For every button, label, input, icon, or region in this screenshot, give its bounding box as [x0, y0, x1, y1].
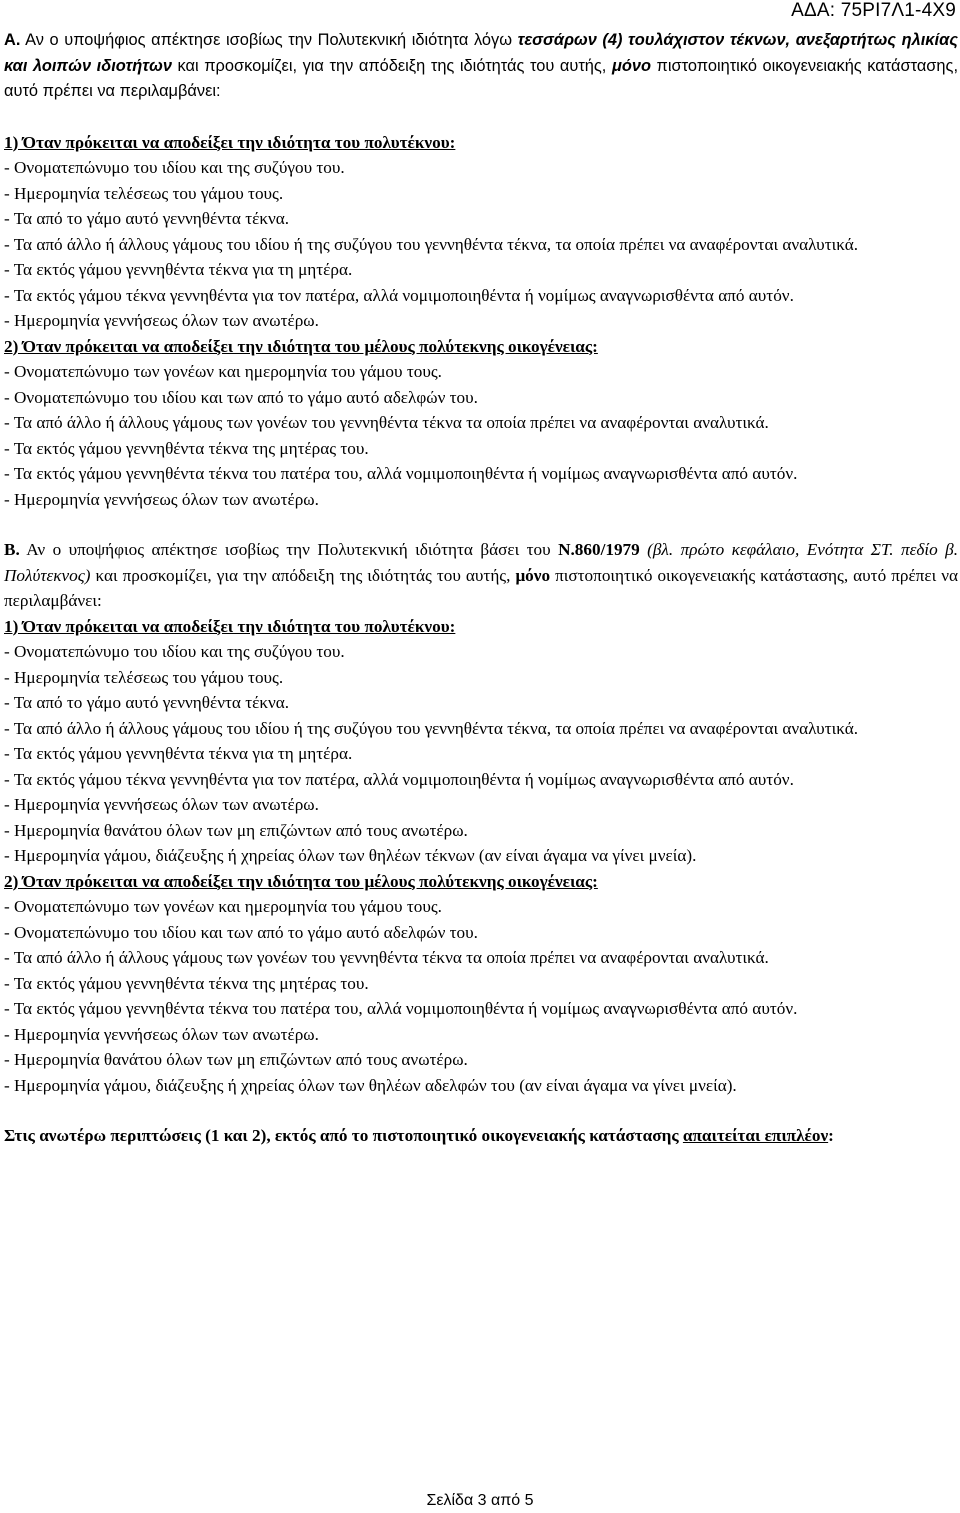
section-b-only: μόνο [515, 565, 551, 585]
list-item: - Ημερομηνία γάμου, διάζευξης ή χηρείας όλων των θηλέων τέκνων (αν είναι άγαμα να γίνει μνεία). [4, 846, 697, 865]
list-item: - Τα από άλλο ή άλλους γάμους του ιδίου ή της συζύγου του γεννηθέντα τέκνα, τα οποία πρέπει να αναφέρονται αναλυτικά. [4, 718, 859, 738]
section-b-list-2 [4, 894, 958, 1098]
list-item: - Ημερομηνία θανάτου όλων των μη επιζώντων από τους ανωτέρω. [4, 1050, 468, 1069]
closing-text: Στις ανωτέρω περιπτώσεις (1 και 2), εκτός από το πιστοποιητικό οικογενειακής κατάστασης [4, 1126, 683, 1145]
list-item: - Ημερομηνία τελέσεως του γάμου τους. [4, 183, 284, 203]
section-b-label: Β. [4, 540, 20, 559]
section-a-only: μόνο [611, 56, 651, 75]
list-item: - Τα εκτός γάμου τέκνα γεννηθέντα για τον πατέρα, αλλά νομιμοποιηθέντα ή νομίμως αναγνωρισθέντα από αυτόν. [4, 285, 794, 305]
list-item: - Τα εκτός γάμου γεννηθέντα τέκνα του πατέρα του, αλλά νομιμοποιηθέντα ή νομίμως αναγνωρισθέντα από αυτόν. [4, 464, 798, 483]
section-b-intro [4, 537, 958, 614]
document-body [4, 28, 958, 1149]
list-item: - Τα εκτός γάμου γεννηθέντα τέκνα της μητέρας του. [4, 973, 369, 993]
list-item: - Ημερομηνία γάμου, διάζευξης ή χηρείας όλων των θηλέων αδελφών του (αν είναι άγαμα να γίνει μνεία). [4, 1075, 737, 1095]
section-b-list-1 [4, 639, 958, 869]
list-item: - Τα εκτός γάμου γεννηθέντα τέκνα του πατέρα του, αλλά νομιμοποιηθέντα ή νομίμως αναγνωρισθέντα από αυτόν. [4, 999, 798, 1018]
section-a-intro [4, 28, 958, 105]
list-item: - Ημερομηνία τελέσεως του γάμου τους. [4, 667, 284, 687]
section-b-intro-text-2: και προσκομίζει, για την απόδειξη της ιδιότητάς του αυτής, [90, 565, 516, 585]
list-item: - Ονοματεπώνυμο των γονέων και ημερομηνία του γάμου τους. [4, 362, 442, 381]
section-a-heading-1: 1) Όταν πρόκειται να αποδείξει την ιδιότητα του πολυτέκνου: [4, 132, 456, 152]
list-item: - Τα από άλλο ή άλλους γάμους του ιδίου ή της συζύγου του γεννηθέντα τέκνα, τα οποία πρέπει να αναφέρονται αναλυτικά. [4, 234, 859, 254]
section-a-list-2 [4, 359, 958, 512]
list-item: - Ημερομηνία γεννήσεως όλων των ανωτέρω. [4, 489, 319, 509]
list-item: - Τα από το γάμο αυτό γεννηθέντα τέκνα. [4, 693, 290, 712]
list-item: - Ονοματεπώνυμο του ιδίου και των από το γάμο αυτό αδελφών του. [4, 387, 478, 407]
section-a-label: Α. [4, 31, 21, 49]
section-b-intro-text: Αν ο υποψήφιος απέκτησε ισοβίως την Πολυτεκνική ιδιότητα βάσει του [19, 540, 559, 559]
list-item: - Τα από το γάμο αυτό γεννηθέντα τέκνα. [4, 209, 290, 228]
ada-code: ΑΔΑ: 75ΡΙ7Λ1-4Χ9 [791, 0, 956, 21]
section-b-intro-text-3: πιστοποιητικό οικογενειακής κατάστασης, αυτό πρέπει να περιλαμβάνει: [4, 565, 958, 610]
closing-colon: : [828, 1126, 834, 1145]
list-item: - Τα εκτός γάμου γεννηθέντα τέκνα για τη μητέρα. [4, 744, 353, 763]
list-item: - Ημερομηνία θανάτου όλων των μη επιζώντων από τους ανωτέρω. [4, 820, 468, 840]
list-item: - Τα εκτός γάμου γεννηθέντα τέκνα για τη μητέρα. [4, 260, 353, 279]
list-item: - Ονοματεπώνυμο του ιδίου και των από το γάμο αυτό αδελφών του. [4, 922, 478, 942]
list-item: - Ημερομηνία γεννήσεως όλων των ανωτέρω. [4, 795, 319, 814]
closing-paragraph [4, 1123, 958, 1149]
list-item: - Ονοματεπώνυμο του ιδίου και της συζύγου του. [4, 158, 345, 177]
list-item: - Ημερομηνία γεννήσεως όλων των ανωτέρω. [4, 311, 319, 330]
list-item: - Ονοματεπώνυμο του ιδίου και της συζύγου του. [4, 642, 345, 661]
section-b-heading-2: 2) Όταν πρόκειται να αποδείξει την ιδιότητα του μέλους πολύτεκνης οικογένειας: [4, 871, 598, 891]
list-item: - Τα από άλλο ή άλλους γάμους των γονέων του γεννηθέντα τέκνα τα οποία πρέπει να αναφέρονται αναλυτικά. [4, 948, 769, 967]
section-a-list-1 [4, 155, 958, 334]
section-a-intro-text-2: και προσκομίζει, για την απόδειξη της ιδιότητάς του αυτής, [171, 56, 612, 75]
list-item: - Τα εκτός γάμου τέκνα γεννηθέντα για τον πατέρα, αλλά νομιμοποιηθέντα ή νομίμως αναγνωρισθέντα από αυτόν. [4, 769, 794, 789]
list-item: - Ημερομηνία γεννήσεως όλων των ανωτέρω. [4, 1024, 319, 1044]
list-item: - Ονοματεπώνυμο των γονέων και ημερομηνία του γάμου τους. [4, 897, 442, 916]
section-b-law: Ν.860/1979 [558, 540, 640, 559]
section-b-reference: (βλ. πρώτο κεφάλαιο, Ενότητα ΣΤ. πεδίο β. Πολύτεκνος) [4, 540, 958, 585]
closing-underlined: απαιτείται επιπλέον [682, 1126, 829, 1145]
list-item: - Τα από άλλο ή άλλους γάμους των γονέων του γεννηθέντα τέκνα τα οποία πρέπει να αναφέρονται αναλυτικά. [4, 413, 769, 432]
section-a-intro-text-3: πιστοποιητικό οικογενειακής κατάστασης, αυτό πρέπει να περιλαμβάνει: [4, 56, 958, 100]
section-a-heading-2: 2) Όταν πρόκειται να αποδείξει την ιδιότητα του μέλους πολύτεκνης οικογένειας: [4, 336, 598, 356]
section-a-intro-text: Αν ο υποψήφιος απέκτησε ισοβίως την Πολυτεκνική ιδιότητα λόγω [20, 31, 518, 49]
section-a-intro-bold: τεσσάρων (4) τουλάχιστον τέκνων, ανεξαρτήτως ηλικίας και λοιπών ιδιοτήτων [4, 31, 958, 75]
page-number: Σελίδα 3 από 5 [426, 1492, 534, 1509]
list-item: - Τα εκτός γάμου γεννηθέντα τέκνα της μητέρας του. [4, 438, 369, 458]
section-b-heading-1: 1) Όταν πρόκειται να αποδείξει την ιδιότητα του πολυτέκνου: [4, 616, 456, 636]
